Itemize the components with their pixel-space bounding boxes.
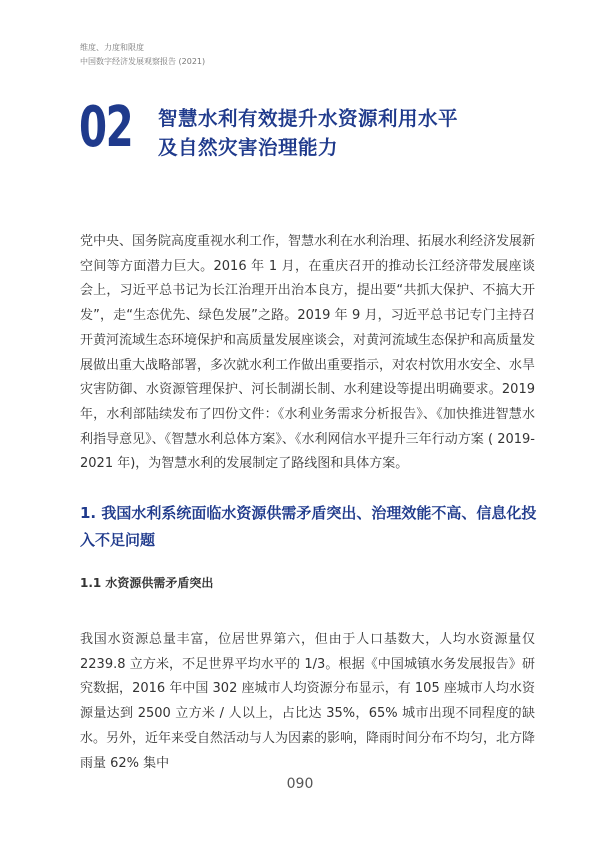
chapter-title xyxy=(158,104,458,162)
chapter-title-line1: 智慧水利有效提升水资源利用水平 xyxy=(158,107,459,130)
subsection-heading: 1.1 水资源供需矛盾突出 xyxy=(80,576,214,590)
body-paragraph: 我国水资源总量丰富，位居世界第六，但由于人口基数大，人均水资源量仅 2239.8 立方米，不足世界平均水平的 1/3。根据《中国城镇水务发展报告》研究数据，2016 年中国 302 座城市人均资源分布显示，有 105 座城市人均水资源量达到 2500 立方米 / 人以上，占比达 35%，65% 城市出现不同程度的缺水。另外，近年来受自然活动与人为因素的影响，降雨时间分布不均匀，北方降雨量 62% 集中 xyxy=(80,632,536,771)
intro-paragraph: 党中央、国务院高度重视水利工作，智慧水利在水利治理、拓展水利经济发展新空间等方面潜力巨大。2016 年 1 月，在重庆召开的推动长江经济带发展座谈会上，习近平总书记为长江治理开出治本良方，提出要“共抓大保护、不搞大开发”，走“生态优先、绿色发展”之路。2019 年 9 月，习近平总书记专门主持召开黄河流域生态环境保护和高质量发展座谈会，对黄河流域生态保护和高质量发展做出重大战略部署，多次就水利工作做出重要指示，对农村饮用水安全、水旱灾害防御、水资源管理保护、河长制湖长制、水利建设等提出明确要求。2019 年，水利部陆续发布了四份文件：《水利业务需求分析报告》、《加快推进智慧水利指导意见》、《智慧水利总体方案》、《水利网信水平提升三年行动方案 ( 2019-2021 年)，为智慧水利的发展制定了路线图和具体方案。 xyxy=(80,234,536,472)
page-number: 090 xyxy=(286,776,314,792)
section-heading: 1. 我国水利系统面临水资源供需矛盾突出、治理效能不高、信息化投入不足问题 xyxy=(80,504,537,549)
chapter-title-line2: 及自然灾害治理能力 xyxy=(158,136,339,159)
running-header-line2: 中国数字经济发展观察报告 (2021) xyxy=(80,57,206,66)
running-header xyxy=(80,41,205,69)
running-header-line1: 维度、力度和限度 xyxy=(80,43,144,52)
chapter-number: 02 xyxy=(79,95,133,160)
